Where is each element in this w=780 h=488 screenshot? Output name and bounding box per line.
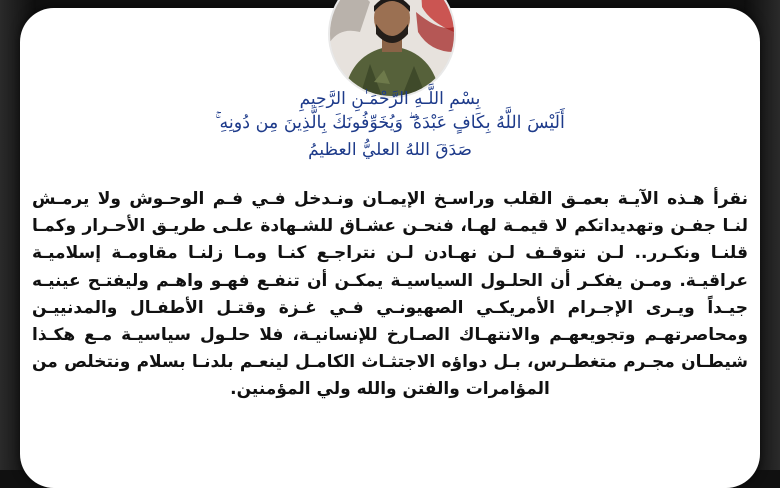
statement-paragraph: نقرأ هـذه الآيـة بعمـق القلب وراسـخ الإيمـان ونـدخل فـي فـم الوحـوش ولا يرمـش لنـا جفـن وتهديداتكم لا قيمـة لهـا، فنحـن عشـاق للشـهادة علـى طريـق الأحـرار وكمـا قلنـا ونكـرر.. لـن نتوقـف لـن نهـادن لـن نتراجـع كنـا ومـا زلنـا مقاومـة إسلاميـة عراقيـة. ومـن يفكـر أن الحلـول السياسيـة يمكـن أن تنفـع فهـو واهـم وليفتـح عينيـه جيـداً ويـرى الإجـرام الأمريكـي الصهيونـي فـي غـزة وقتـل الأطفـال والمدنييـن ومحاصرتهـم وتجويعهـم والانتهـاك الصـارخ للإنسانيـة، فلا حلـول سياسيـة مـع هكـذا شيطـان مجـرم متغطـرس، بـل دواؤه الاجتثـاث الكامـل لينعـم بلدنـا بسلام ونتخلص من المؤامرات والفتن والله ولي المؤمنين. bbox=[32, 189, 748, 400]
verse-closing-line: صَدَقَ اللهُ العليُّ العظيمُ bbox=[308, 140, 472, 160]
quran-verse-line: أَلَيْسَ اللَّهُ بِكَافٍ عَبْدَهُ ۖ وَيُخَوِّفُونَكَ بِالَّذِينَ مِن دُونِهِ ۚ bbox=[215, 113, 565, 133]
basmala-line: بِسْمِ اللَّـهِ الرَّحْمَـٰنِ الرَّحِيمِ bbox=[299, 89, 481, 109]
